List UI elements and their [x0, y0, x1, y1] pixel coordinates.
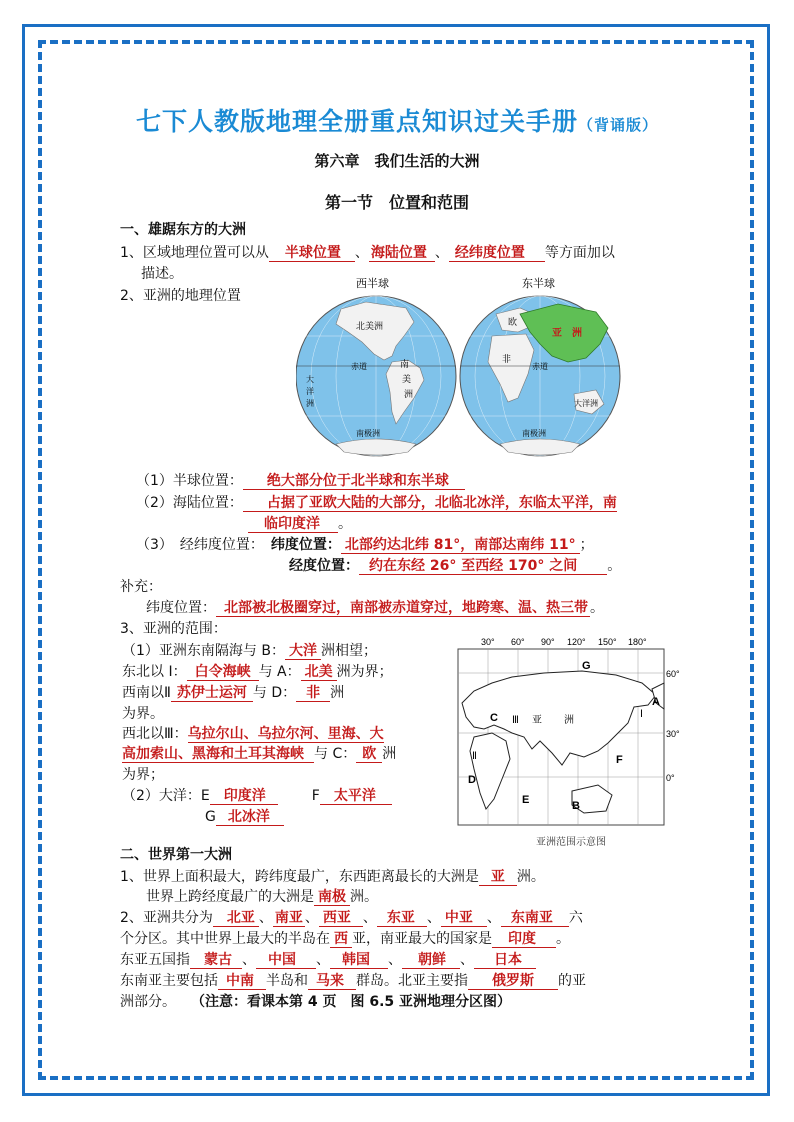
- answer-hemisphere: 半球位置: [269, 245, 355, 262]
- svg-text:C: C: [490, 712, 498, 724]
- s1-line1-cont: 描述。: [141, 266, 183, 282]
- pos-lon: 经度位置： 约在东经 26° 至西经 170° 之间 。: [289, 558, 622, 574]
- s2-line4: 个分区。其中世界上最大的半岛在 西 亚，南亚最大的国家是 印度 。: [120, 931, 570, 947]
- label-equator-east: 赤道: [532, 362, 548, 371]
- note: （注意：看课本第 4 页 图 6.5 亚洲地理分区图）: [198, 994, 512, 1010]
- pos-sea-land: （2）海陆位置： 占据了亚欧大陆的大部分，北临北冰洋，东临太平洋，南: [136, 495, 617, 511]
- svg-text:60°: 60°: [511, 637, 525, 647]
- s2-line5: 东亚五国指 蒙古 、 中国 、 韩国 、 朝鲜 、 日本: [120, 950, 536, 970]
- page-title: 七下人教版地理全册重点知识过关手册（背诵版）: [135, 107, 659, 136]
- east-hemisphere-title: 东半球: [522, 278, 555, 290]
- svg-text:欧: 欧: [508, 318, 518, 328]
- svg-text:南: 南: [400, 360, 410, 370]
- range-line1: （1）亚洲东南隔海与 B： 大洋 洲相望；: [122, 643, 377, 659]
- svg-text:洲: 洲: [404, 390, 414, 400]
- label-north-america: 北美洲: [356, 322, 384, 332]
- svg-text:150°: 150°: [598, 637, 617, 647]
- label-antarctica-east: 南极洲: [522, 429, 546, 438]
- range-heading: 3、亚洲的范围：: [120, 621, 227, 637]
- s2-line7: 洲部分。 （注意：看课本第 4 页 图 6.5 亚洲地理分区图）: [120, 994, 512, 1010]
- pos-supplement-lat: 纬度位置： 北部被北极圈穿过，南部被赤道穿过，地跨寒、温、热三带 。: [146, 600, 604, 616]
- label-antarctica-west: 南极洲: [356, 429, 380, 438]
- pos-lat: （3） 经纬度位置： 纬度位置： 北部约达北纬 81°，南部达南纬 11° ；: [136, 537, 594, 553]
- svg-text:B: B: [572, 800, 580, 812]
- svg-text:洲: 洲: [306, 399, 314, 408]
- s2-line6: 东南亚主要包括 中南 半岛和 马来 群岛。北亚主要指 俄罗斯 的亚: [120, 973, 586, 989]
- svg-text:洋: 洋: [306, 387, 314, 396]
- label-equator-west: 赤道: [351, 362, 367, 371]
- answer-lat-lon: 经纬度位置: [449, 245, 545, 262]
- range-line7: （2）大洋：E 印度洋 F 太平洋: [122, 786, 392, 806]
- title-subtitle: （背诵版）: [578, 116, 659, 134]
- range-line4: 为界。: [122, 706, 164, 722]
- svg-text:大洋洲: 大洋洲: [574, 399, 598, 408]
- s1-line2: 2、亚洲的地理位置: [120, 288, 241, 304]
- range-line8: G 北冰洋: [205, 807, 284, 827]
- svg-text:D: D: [468, 774, 476, 786]
- svg-text:30°: 30°: [666, 729, 680, 739]
- svg-text:Ⅰ: Ⅰ: [640, 709, 643, 720]
- svg-text:大: 大: [306, 375, 314, 384]
- svg-text:G: G: [582, 660, 591, 672]
- answer-sea-land: 海陆位置: [369, 245, 435, 262]
- label-asia: 亚 洲: [552, 328, 582, 339]
- svg-text:洲: 洲: [564, 715, 574, 726]
- svg-text:120°: 120°: [567, 637, 586, 647]
- svg-text:F: F: [616, 754, 623, 766]
- svg-text:E: E: [522, 794, 530, 806]
- svg-text:180°: 180°: [628, 637, 647, 647]
- s2-heading: 二、世界第一大洲: [120, 847, 232, 863]
- range-line2: 东北以 I： 白令海峡 与 A： 北美 洲为界；: [122, 664, 393, 680]
- section-heading: 第一节 位置和范围: [324, 193, 469, 212]
- range-line5-cont: 高加索山、黑海和土耳其海峡 与 C： 欧 洲: [122, 746, 397, 762]
- pos-sea-land-cont: 临印度洋 。: [248, 514, 352, 534]
- pos-hemisphere: （1）半球位置： 绝大部分位于北半球和东半球: [136, 471, 465, 491]
- range-line3: 西南以Ⅱ 苏伊士运河 与 D： 非 洲: [122, 685, 345, 701]
- west-globe: [296, 296, 456, 456]
- svg-text:A: A: [652, 696, 660, 708]
- svg-text:亚: 亚: [532, 715, 542, 726]
- map-caption: 亚洲范围示意图: [536, 837, 606, 848]
- svg-text:美: 美: [402, 375, 412, 385]
- svg-text:Ⅱ: Ⅱ: [472, 751, 477, 762]
- svg-text:Ⅲ: Ⅲ: [512, 715, 519, 726]
- svg-text:60°: 60°: [666, 669, 680, 679]
- svg-text:非: 非: [502, 355, 512, 365]
- svg-text:90°: 90°: [541, 637, 555, 647]
- svg-text:0°: 0°: [666, 773, 675, 783]
- chapter-heading: 第六章 我们生活的大洲: [314, 152, 480, 170]
- pos-supplement: 补充：: [120, 579, 162, 595]
- s2-line2: 世界上跨经度最广的大洲是 南极 洲。: [146, 889, 378, 905]
- svg-text:30°: 30°: [481, 637, 495, 647]
- range-line6: 为界；: [122, 767, 164, 783]
- s1-heading: 一、雄踞东方的大洲: [120, 222, 246, 238]
- asia-range-map: [452, 633, 684, 853]
- s1-line1: 1、区域地理位置可以从 半球位置 、 海陆位置 、 经纬度位置 等方面加以: [120, 245, 615, 261]
- east-globe: [460, 296, 620, 456]
- hemisphere-globes: [296, 274, 622, 458]
- s2-line3: 2、亚洲共分为 北亚 、 南亚 、 西亚 、 东亚 、 中亚 、 东南亚 六: [120, 910, 583, 926]
- range-line5: 西北以Ⅲ：乌拉尔山、乌拉尔河、里海、大: [122, 726, 384, 742]
- s2-line1: 1、世界上面积最大，跨纬度最广，东西距离最长的大洲是 亚 洲。: [120, 869, 545, 885]
- west-hemisphere-title: 西半球: [356, 278, 389, 290]
